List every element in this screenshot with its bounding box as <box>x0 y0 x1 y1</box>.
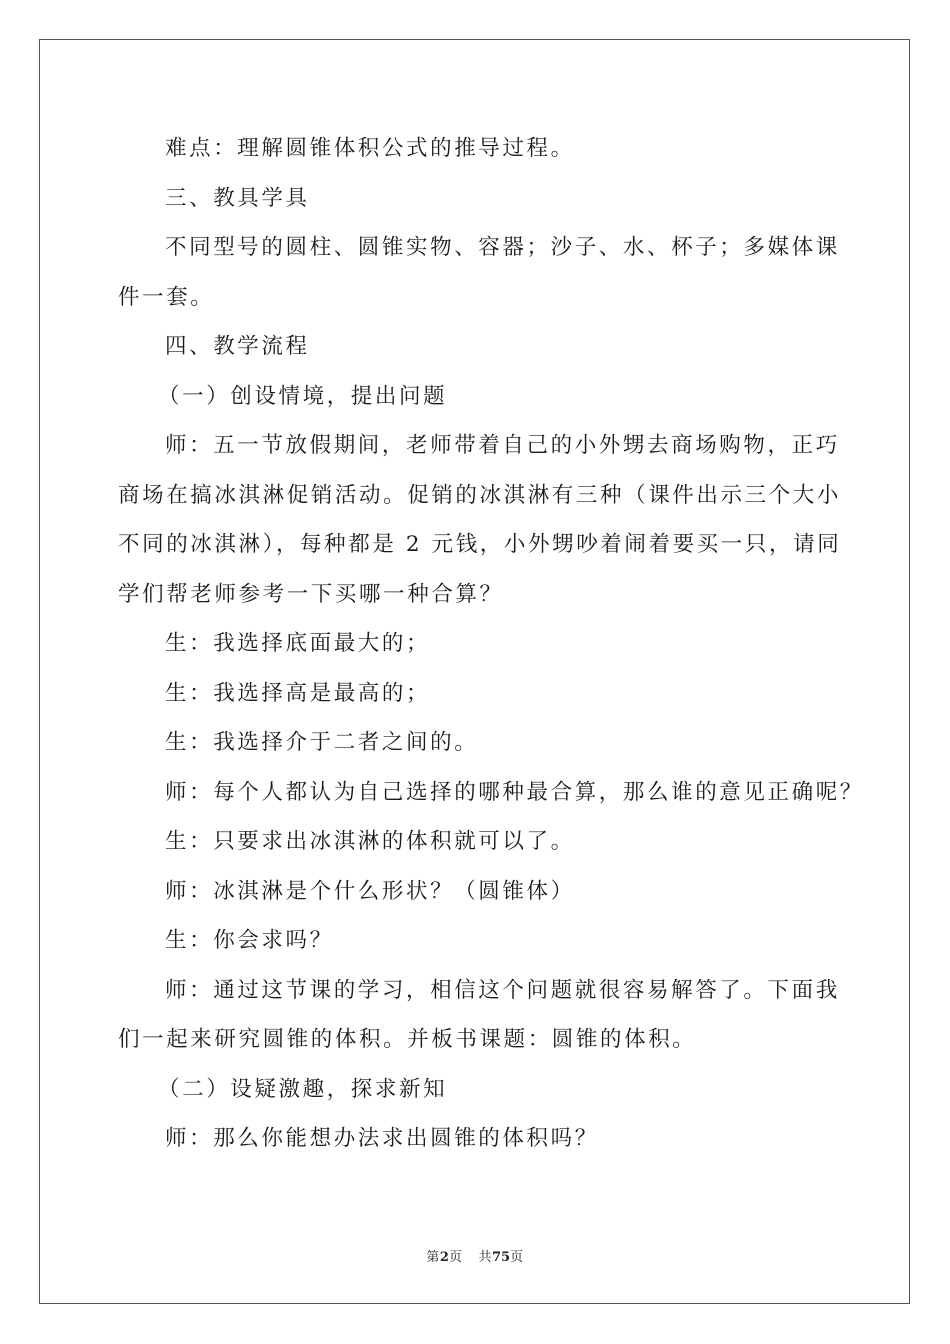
subsection-heading: （一）创设情境，提出问题 <box>158 383 448 409</box>
paragraph-line: 件一套。 <box>118 284 215 310</box>
dialogue-line: 师：每个人都认为自己选择的哪种最合算，那么谁的意见正确呢？ <box>165 779 864 805</box>
document-body <box>118 124 864 1164</box>
paragraph-line: 商场在搞冰淇淋促销活动。促销的冰淇淋有三种（课件出示三个大小 <box>118 482 842 508</box>
dialogue-line: 生：我选择介于二者之间的。 <box>165 730 479 755</box>
paragraph-line: 不同的冰淇淋），每种都是 2 元钱，小外甥吵着闹着要买一只，请同 <box>118 532 842 557</box>
section-heading: 四、教学流程 <box>165 334 310 359</box>
dialogue-line: 师：冰淇淋是个什么形状？（圆锥体） <box>165 878 575 904</box>
dialogue-line: 生：只要求出冰淇淋的体积就可以了。 <box>165 829 575 854</box>
dialogue-line: 师：那么你能想办法求出圆锥的体积吗？ <box>165 1126 599 1151</box>
paragraph-line: 难点：理解圆锥体积公式的推导过程。 <box>165 136 575 161</box>
dialogue-line: 生：我选择高是最高的； <box>165 680 431 706</box>
subsection-heading: （二）设疑激趣，探求新知 <box>158 1076 448 1102</box>
page-prefix: 第 <box>426 1250 440 1265</box>
paragraph-line: 不同型号的圆柱、圆锥实物、容器；沙子、水、杯子；多媒体课 <box>165 235 840 260</box>
paragraph-line: 学们帮老师参考一下买哪一种合算？ <box>118 581 504 607</box>
total-prefix: 共 <box>478 1250 492 1265</box>
dialogue-line: 生：你会求吗？ <box>165 928 334 953</box>
section-heading: 三、教具学具 <box>165 185 310 211</box>
dialogue-line: 生：我选择底面最大的； <box>165 631 431 656</box>
total-pages: 75 <box>491 1250 511 1265</box>
page-footer <box>0 1246 950 1265</box>
page-suffix: 页 <box>448 1250 463 1265</box>
dialogue-line: 师：通过这节课的学习，相信这个问题就很容易解答了。下面我 <box>165 977 840 1003</box>
paragraph-line: 师：五一节放假期间，老师带着自己的小外甥去商场购物，正巧 <box>165 433 840 458</box>
paragraph-line: 们一起来研究圆锥的体积。并板书课题：圆锥的体积。 <box>118 1027 697 1052</box>
page-number: 2 <box>439 1250 449 1265</box>
total-suffix: 页 <box>510 1250 524 1265</box>
